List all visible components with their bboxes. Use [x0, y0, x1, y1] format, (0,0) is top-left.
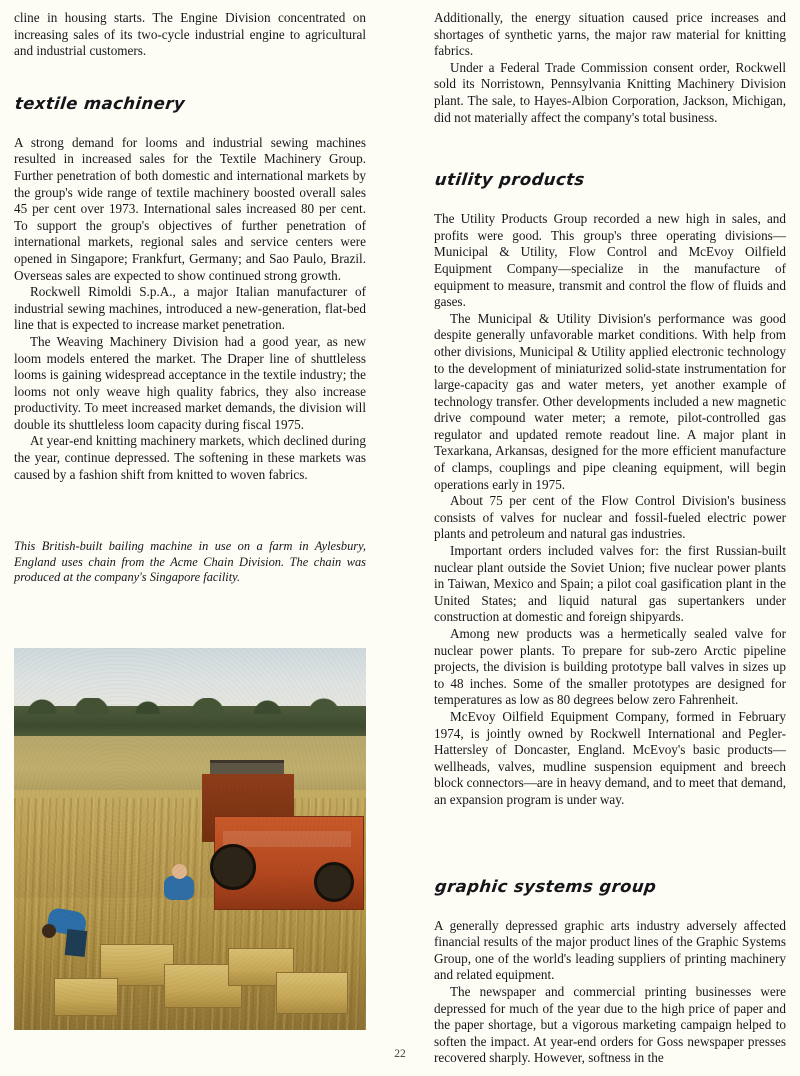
- paragraph: The Weaving Machinery Division had a good year, as new loom models entered the market. The Draper line of shuttleless looms is gaining widespread acceptance in the textile industry; the looms not only weave high quality fabrics, they also increase productivity. To meet increased market demands, the division will double its shuttleless loom capacity during fiscal 1975.: [14, 333, 366, 432]
- spacer: [434, 843, 786, 877]
- paragraph: The Utility Products Group recorded a new high in sales, and profits were good. This group's three operating divisions—Municipal & Utility, Flow Control and McEvoy Oilfield Equipment Company—specialize in the manufacture of equipment to measure, transmit and control the flow of fluids and gases.: [434, 211, 786, 310]
- driver-head: [172, 864, 187, 879]
- paragraph: The Municipal & Utility Division's performance was good despite generally unfavorable market conditions. With help from other divisions, Municipal & Utility applied electronic technology to the development of miniaturized solid-state instrumentation for large-capacity gas and water meters, yet another example of technology transfer. Other developments included a new magnetic drive compound water meter; a remote, pilot-controlled gas regulator and updated remote readout line. A major plant in Texarkana, Arkansas, designed for the more efficient manufacture of clamps, couplings and pipe cleaning equipment, will begin operations early in 1975.: [434, 310, 786, 492]
- paragraph: About 75 per cent of the Flow Control Division's business consists of valves for nuclear and fossil-fueled electric power plants and petroleum and natural gas industries.: [434, 493, 786, 542]
- right-column: [434, 10, 786, 1067]
- farm-worker-bending: [42, 900, 94, 956]
- spacer: [14, 483, 366, 517]
- paragraph: Among new products was a hermetically sealed valve for nuclear power plants. To prepare for sub-zero Arctic pipeline projects, the division is building prototype ball valves in sizes up to 48 inches. Some of the smaller prototypes are designed for temperatures as low as 80 degrees below zero Fahrenheit.: [434, 626, 786, 708]
- tractor-driver: [162, 864, 198, 908]
- worker-head: [42, 924, 56, 938]
- spacer: [434, 126, 786, 160]
- paragraph: A generally depressed graphic arts industry adversely affected financial results of the major product lines of the Graphic Systems Group, one of the world's leading suppliers of printing machinery and related equipment.: [434, 917, 786, 983]
- hay-bale: [276, 972, 348, 1014]
- paragraph: Under a Federal Trade Commission consent order, Rockwell sold its Norristown, Pennsylvania Knitting Machinery Division plant. The sale, to Hayes-Albion Corporation, Jackson, Michigan, did not materially affect the company's total business.: [434, 59, 786, 125]
- section-heading-textile-machinery: textile machinery: [14, 93, 186, 113]
- page-number: 22: [394, 1048, 406, 1060]
- left-continued-paragraph: cline in housing starts. The Engine Division concentrated on increasing sales of its two-cycle industrial engine to agricultural and industrial customers.: [14, 10, 366, 59]
- paragraph: McEvoy Oilfield Equipment Company, formed in February 1974, is jointly owned by Rockwell International and Pegler-Hattersley of Doncaster, England. McEvoy's basic products—wellheads, valves, mudline suspension equipment and breech block connectors—are in heavy demand, and to meet that demand, an expansion program is under way.: [434, 708, 786, 807]
- paragraph: At year-end knitting machinery markets, which declined during the year, continue depressed. The softening in these markets was caused by a fashion shift from knitted to woven fabrics.: [14, 433, 366, 482]
- paragraph: A strong demand for looms and industrial sewing machines resulted in increased sales for the Textile Machinery Group. Further penetration of both domestic and international markets by the group's wide range of textile machinery boosted overall sales 45 per cent over 1973. International sales increased 80 per cent. To support the group's objectives of further penetration of international markets, regional sales and service centers were opened in Singapore; Frankfurt, Germany; and Sao Paulo, Brazil. Overseas sales are expected to show continued strong growth.: [14, 134, 366, 283]
- driver-torso: [164, 876, 194, 900]
- photo-field-far: [14, 736, 366, 796]
- tractor-wheel: [210, 844, 256, 890]
- spacer: [434, 809, 786, 843]
- section-heading-utility-products: utility products: [434, 170, 586, 190]
- worker-legs: [65, 929, 88, 957]
- hay-bale: [54, 978, 118, 1016]
- spacer: [434, 160, 786, 170]
- photo-caption: This British-built bailing machine in use on a farm in Aylesbury, England uses chain from the Acme Chain Division. The chain was produced at the company's Singapore facility.: [14, 539, 366, 585]
- section-heading-graphic-systems-group: graphic systems group: [434, 876, 658, 896]
- baler-wheel: [314, 862, 354, 902]
- paragraph: Additionally, the energy situation caused price increases and shortages of synthetic yarns, the major raw material for knitting fabrics.: [434, 10, 786, 59]
- spacer: [14, 517, 366, 539]
- left-column: [14, 10, 366, 586]
- paragraph: Important orders included valves for: the first Russian-built nuclear plant outside the Soviet Union; five nuclear power plants in Taiwan, Mexico and Spain; a pilot coal gasification plant in the United States; and liquid natural gas supertankers under construction at domestic and foreign shipyards.: [434, 543, 786, 625]
- paragraph: Rockwell Rimoldi S.p.A., a major Italian manufacturer of industrial sewing machines, introduced a new-generation, flat-bed line that is expected to increase market penetration.: [14, 284, 366, 333]
- spacer: [434, 189, 786, 211]
- spacer: [14, 60, 366, 94]
- photo-treeline: [14, 706, 366, 740]
- spacer: [14, 113, 366, 135]
- farm-baling-machine-photo: [14, 648, 366, 1030]
- paragraph: The newspaper and commercial printing businesses were depressed for much of the year due to the high price of paper and the paper shortage, but a vigorous marketing campaign helped to soften the impact. At year-end orders for Goss newspaper presses recovered sharply. However, softness in the: [434, 983, 786, 1066]
- spacer: [434, 896, 786, 918]
